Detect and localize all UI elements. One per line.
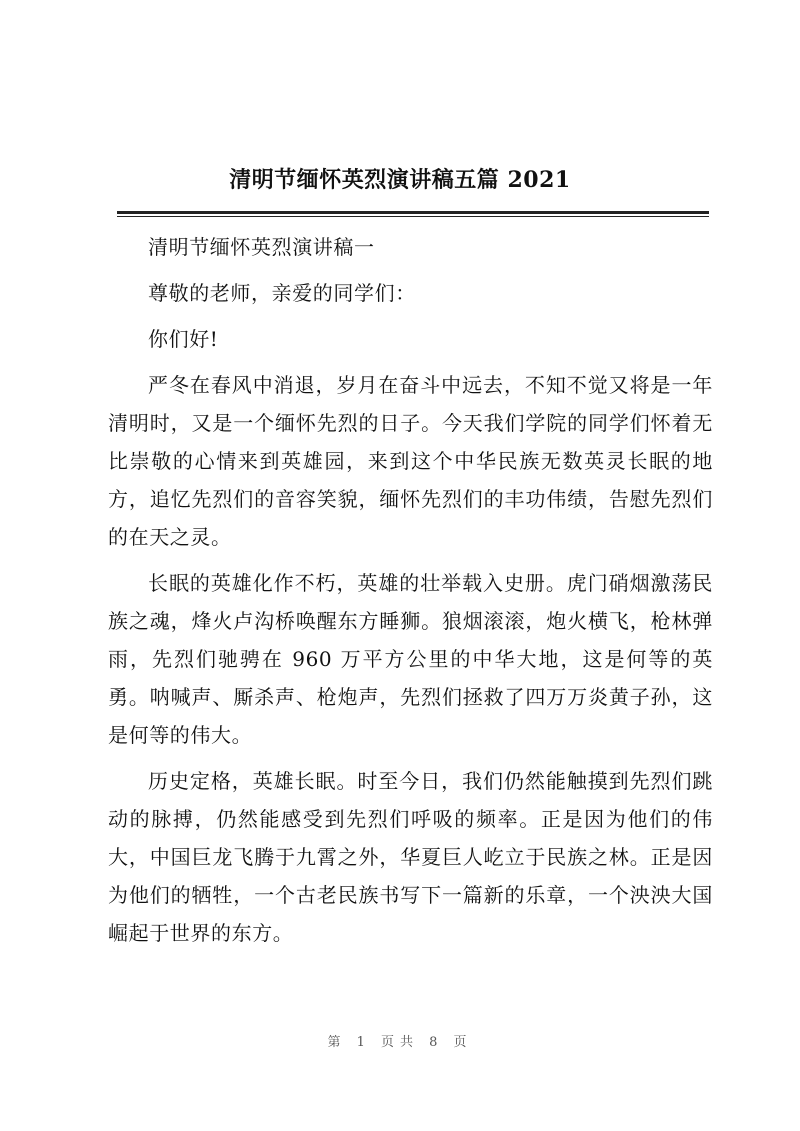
title-rule-thick	[117, 211, 709, 214]
salutation: 尊敬的老师，亲爱的同学们：	[148, 281, 416, 305]
document-body	[108, 228, 713, 960]
greeting: 你们好!	[148, 327, 219, 351]
paragraph: 严冬在春风中消退，岁月在奋斗中远去，不知不觉又将是一年清明时，又是一个缅怀先烈的日子。今天我们学院的同学们怀着无比崇敬的心情来到英雄园，来到这个中华民族无数英灵长眠的地方，追忆先烈们的音容笑貌，缅怀先烈们的丰功伟绩，告慰先烈们的在天之灵。	[108, 373, 713, 549]
title-rule-thin	[117, 216, 709, 217]
page-title: 清明节缅怀英烈演讲稿五篇 2021	[229, 167, 571, 193]
paragraph: 历史定格，英雄长眠。时至今日，我们仍然能触摸到先烈们跳动的脉搏，仍然能感受到先烈们呼吸的频率。正是因为他们的伟大，中国巨龙飞腾于九霄之外，华夏巨人屹立于民族之林。正是因为他们的牺牲，一个古老民族书写下一篇新的乐章，一个泱泱大国崛起于世界的东方。	[108, 769, 713, 945]
speech-heading: 清明节缅怀英烈演讲稿一	[148, 235, 375, 259]
page-number-footer: 第 1 页共 8 页	[327, 1035, 473, 1050]
paragraph: 长眠的英雄化作不朽，英雄的壮举载入史册。虎门硝烟激荡民族之魂，烽火卢沟桥唤醒东方睡狮。狼烟滚滚，炮火横飞，枪林弹雨，先烈们驰骋在 960 万平方公里的中华大地，这是何等的英勇。呐喊声、厮杀声、枪炮声，先烈们拯救了四万万炎黄子孙，这是何等的伟大。	[108, 571, 713, 747]
